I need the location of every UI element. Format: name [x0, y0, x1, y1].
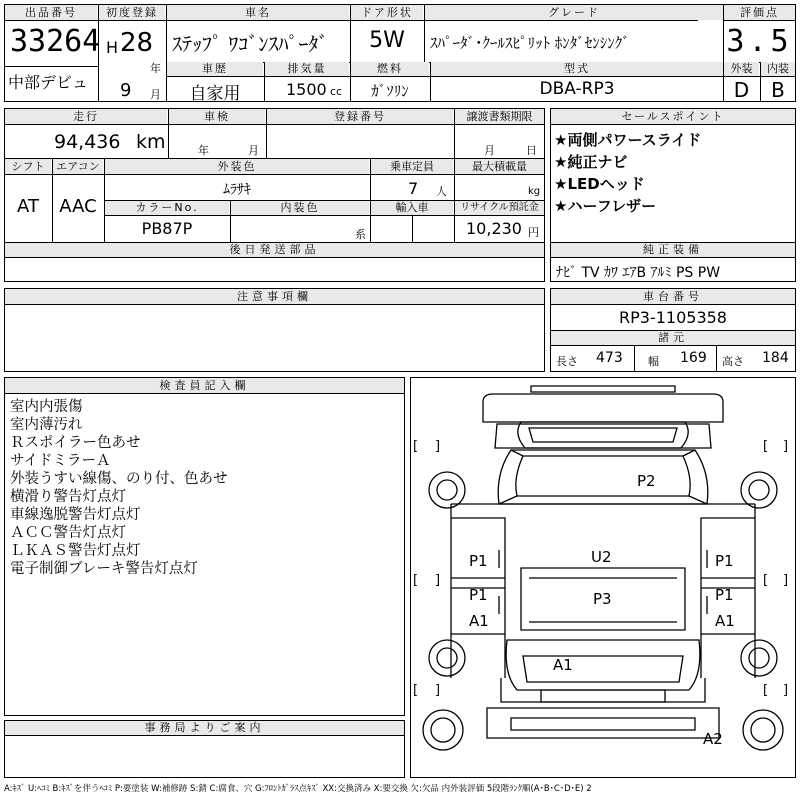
later-parts-label: 後日発送部品: [5, 243, 544, 257]
capacity-label: 乗車定員: [371, 159, 453, 174]
exterior-label: 外装: [724, 62, 759, 76]
max-load-label: 最大積載量: [455, 159, 544, 174]
svg-text:[: [: [763, 439, 769, 454]
mark-center: P3: [593, 590, 612, 608]
displacement: 1500: [286, 80, 327, 99]
fuel-label: 燃料: [351, 62, 429, 76]
car-outline: [411, 378, 795, 777]
sales-label: セールスポイント: [551, 109, 795, 124]
inspector-note: 車線逸脱警告灯点灯: [10, 507, 141, 523]
dims-label: 諸元: [551, 331, 795, 345]
svg-text:]: ]: [435, 439, 441, 454]
transfer-month-unit: 月: [484, 144, 495, 157]
equipment-label: 純正装備: [551, 243, 795, 257]
model: DBA-RP3: [539, 79, 615, 99]
inspector-note: 横滑り警告灯点灯: [10, 489, 126, 505]
sales-point: ★ハーフレザー: [554, 197, 657, 215]
svg-text:]: ]: [783, 573, 789, 588]
inspector-note: ＬＫＡＳ警告灯点灯: [10, 543, 141, 559]
car-diagram: [410, 377, 796, 778]
ac: AAC: [59, 196, 97, 217]
length-label: 長さ: [556, 355, 578, 368]
inspection-label: 車検: [169, 109, 265, 124]
grade-label: グレード: [425, 5, 723, 20]
sales-point: ★純正ナビ: [554, 153, 628, 171]
int-color-unit: 系: [355, 228, 366, 241]
notes-label: 注意事項欄: [5, 289, 544, 304]
doors-label: ドア形状: [351, 5, 423, 20]
mileage-unit: km: [136, 131, 166, 153]
model-label: 型式: [431, 62, 723, 76]
car-name: ｽﾃｯﾌﾟ ﾜｺﾞﾝｽﾊﾟｰﾀﾞ: [172, 32, 329, 56]
transfer-label: 譲渡書類期限: [455, 109, 544, 124]
height-label: 高さ: [722, 355, 744, 368]
capacity-unit: 人: [436, 185, 447, 198]
inspector-label: 検査員記入欄: [5, 378, 404, 393]
legend: A:ｷｽﾞ U:ﾍｺﾐ B:ｷｽﾞを伴うﾍｺﾐ P:要塗装 W:補修跡 S:錆 C:腐食、穴 G:ﾌﾛﾝﾄｶﾞﾗｽ点ｷｽﾞ XX:交換済み X:要交換 欠:欠品 内外装評価 5段階ﾗﾝｸ順(A･B･C･D･E) 2: [4, 784, 592, 794]
length: 473: [596, 350, 623, 366]
interior-grade: B: [771, 78, 785, 102]
fuel: ｶﾞｿﾘﾝ: [371, 82, 409, 100]
import-label: 輸入車: [371, 201, 453, 215]
lot-label: 出品番号: [5, 5, 97, 20]
capacity: 7: [408, 179, 419, 198]
inspector-note: サイドミラーＡ: [10, 453, 111, 469]
chassis-number: RP3-1105358: [619, 308, 727, 327]
history: 自家用: [189, 84, 241, 104]
displacement-label: 排気量: [265, 62, 349, 76]
mark-right-rear-a: A1: [715, 612, 735, 630]
mark-right-rear-p: P1: [715, 586, 734, 604]
width-label: 幅: [648, 355, 659, 368]
svg-text:]: ]: [783, 683, 789, 698]
recycle-unit: 円: [528, 226, 539, 239]
grade: ｽﾊﾟｰﾀﾞ･ｸｰﾙｽﾋﾟﾘｯﾄ ﾎﾝﾀﾞｾﾝｼﾝｸﾞ: [430, 34, 630, 52]
mark-left-rear-a: A1: [469, 612, 489, 630]
mark-roof: P2: [637, 472, 656, 490]
year-unit: 年: [150, 62, 161, 75]
color-no: PB87P: [141, 219, 193, 238]
venue: 中部デビュ: [8, 73, 89, 92]
lot-number: 33264: [10, 24, 101, 59]
score: 3.5: [726, 24, 793, 59]
recycle-label: リサイクル預託金: [455, 201, 544, 215]
ext-color: ﾑﾗｻｷ: [223, 182, 251, 198]
inspector-note: 室内薄汚れ: [10, 417, 83, 433]
equipment-items: ﾅﾋﾞ TV ｶﾜ ｴｱB ｱﾙﾐ PS PW: [556, 265, 721, 281]
transfer-day-unit: 日: [526, 144, 537, 157]
inspector-note: 電子制御ブレーキ警告灯点灯: [10, 561, 198, 577]
ext-color-label: 外装色: [105, 159, 369, 174]
height: 184: [762, 350, 789, 366]
ac-label: エアコン: [53, 159, 103, 174]
svg-text:]: ]: [783, 439, 789, 454]
exterior-grade: D: [733, 78, 750, 102]
history-label: 車歴: [167, 62, 263, 76]
shift: AT: [17, 196, 39, 217]
mark-rear: A1: [553, 656, 573, 674]
svg-text:[: [: [413, 573, 419, 588]
svg-text:[: [: [413, 683, 419, 698]
recycle: 10,230: [466, 219, 522, 238]
plate-label: 登録番号: [267, 109, 453, 124]
mileage-label: 走行: [5, 109, 167, 124]
mark-left-rear-p: P1: [469, 586, 488, 604]
color-no-label: カラーNo.: [105, 201, 229, 215]
svg-text:[: [: [763, 573, 769, 588]
doors: 5W: [369, 28, 405, 53]
interior-label: 内装: [761, 62, 795, 76]
mark-bumper: A2: [703, 730, 723, 748]
reg-year: 28: [120, 28, 154, 58]
mark-center-top: U2: [591, 548, 612, 566]
max-load-unit: kg: [528, 186, 541, 197]
office-label: 事務局よりご案内: [5, 721, 404, 735]
inspector-note: 室内内張傷: [10, 399, 83, 415]
mark-left-front: P1: [469, 552, 488, 570]
inspector-note: 外装うすい線傷、のり付、色あせ: [10, 471, 228, 487]
inspector-note: ＡＣＣ警告灯点灯: [10, 525, 126, 541]
sales-point: ★LEDヘッド: [554, 175, 645, 193]
shift-label: シフト: [5, 159, 51, 174]
score-label: 評価点: [724, 5, 795, 20]
inspection-year-unit: 年: [198, 144, 209, 157]
car-name-label: 車名: [167, 5, 349, 20]
mark-right-front: P1: [715, 552, 734, 570]
svg-text:[: [: [413, 439, 419, 454]
month-unit: 月: [150, 88, 161, 101]
inspector-note: Ｒスポイラー色あせ: [10, 435, 141, 451]
chassis-label: 車台番号: [551, 289, 795, 304]
inspection-month-unit: 月: [248, 144, 259, 157]
sales-point: ★両側パワースライド: [554, 131, 702, 149]
reg-month: 9: [120, 80, 132, 101]
mileage: 94,436: [54, 131, 121, 153]
width: 169: [680, 350, 707, 366]
displacement-unit: cc: [330, 85, 343, 98]
era: H: [106, 38, 119, 57]
first-reg-label: 初度登録: [99, 5, 165, 20]
svg-text:]: ]: [435, 683, 441, 698]
svg-text:[: [: [763, 683, 769, 698]
svg-text:]: ]: [435, 573, 441, 588]
int-color-label: 内装色: [231, 201, 369, 215]
